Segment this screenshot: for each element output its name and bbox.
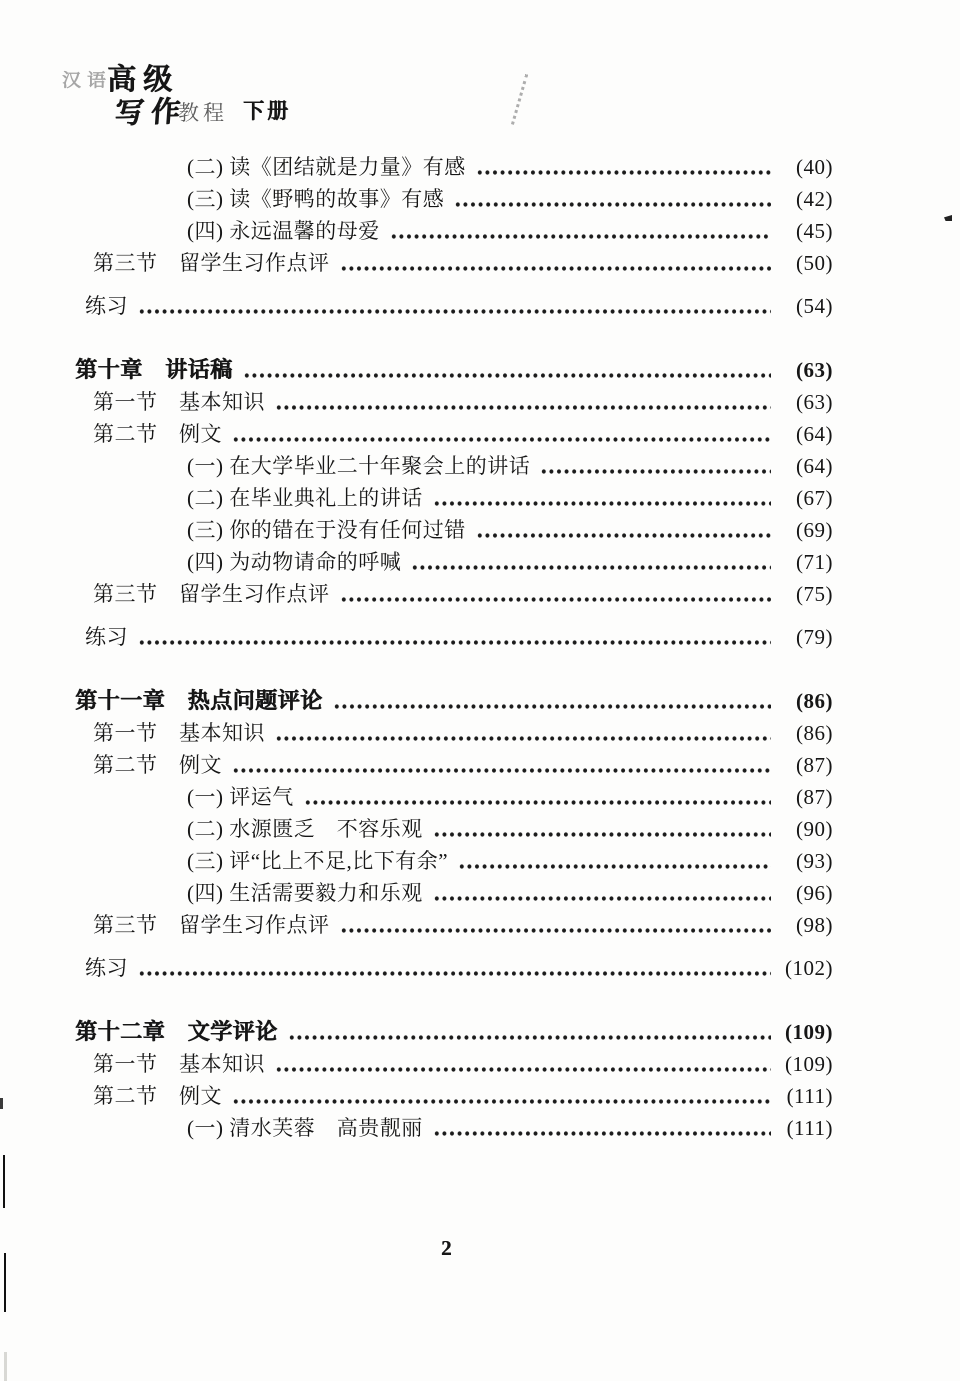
scan-left-edge-line-lower [4,1253,6,1312]
toc-entry [75,749,833,781]
toc-entry-page: (96) [796,881,833,905]
toc-entry [75,1080,833,1112]
toc-entry-page: (90) [796,817,833,841]
toc-entry-label: 第一节 基本知识 [93,721,265,745]
toc-leader-dots [340,578,772,610]
toc-entry-page: (63) [796,390,833,414]
toc-entry-label: 第二节 例文 [93,422,222,446]
toc-entry-label: 练习 [85,625,128,649]
book-brand [0,0,320,140]
toc-entry-label: (三) 读《野鸭的故事》有感 [187,187,445,211]
toc-entry [75,1016,833,1048]
page-number: 2 [441,1236,452,1260]
toc-leader-dots [476,514,771,546]
scan-smudge-artifact [511,74,532,126]
toc-entry-page: (54) [796,294,833,318]
toc-leader-dots [333,685,771,717]
toc-entry-page: (69) [796,518,833,542]
toc-entry-page: (40) [796,155,833,179]
toc-entry [75,952,833,984]
toc-entry-page: (109) [785,1052,833,1076]
toc-entry-label: 第一节 基本知识 [93,390,265,414]
toc-entry-label: (一) 在大学毕业二十年聚会上的讲话 [187,454,531,478]
toc-entry-page: (50) [796,251,833,275]
toc-leader-dots [232,418,771,450]
toc-entry-label: 练习 [85,956,128,980]
toc-leader-dots [243,354,771,386]
toc-entry-label: 第一节 基本知识 [93,1052,265,1076]
toc-entry-label: 第二节 例文 [93,1084,222,1108]
toc-entry [75,183,833,215]
toc-leader-dots [275,386,771,418]
toc-entry-page: (86) [796,721,833,745]
toc-entry [75,1048,833,1080]
toc-leader-dots [288,1016,771,1048]
toc-entry-label: (一) 清水芙蓉 高贵靓丽 [187,1116,423,1140]
toc-entry [75,1112,833,1144]
toc-leader-dots [304,781,771,813]
toc-entry-page: (87) [796,753,833,777]
toc-entry-label: (二) 读《团结就是力量》有感 [187,155,466,179]
toc-entry-label: 第二节 例文 [93,753,222,777]
toc-entry-page: (87) [796,785,833,809]
toc-leader-dots [458,845,771,877]
toc-entry [75,386,833,418]
toc-leader-dots [275,717,771,749]
toc-leader-dots [540,450,771,482]
toc-leader-dots [232,749,771,781]
toc-entry [75,418,833,450]
toc-entry [75,450,833,482]
toc-entry [75,578,833,610]
toc-entry-label: 练习 [85,294,128,318]
toc-leader-dots [411,546,771,578]
toc-entry-page: (42) [796,187,833,211]
toc-entry-label: 第三节 留学生习作点评 [93,582,330,606]
toc-entry [75,621,833,653]
toc-entry-label: (四) 为动物请命的呼喊 [187,550,402,574]
toc-leader-dots [275,1048,771,1080]
toc-entry [75,845,833,877]
toc-entry [75,514,833,546]
toc-entry [75,877,833,909]
toc-entry-label: 第十二章 文学评论 [75,1019,278,1044]
scan-left-edge-line-upper [3,1155,5,1208]
toc-entry-label: (四) 永远温馨的母爱 [187,219,380,243]
toc-entry-page: (75) [796,582,833,606]
toc-leader-dots [476,151,771,183]
toc-entry-label: (三) 评“比上不足,比下有余” [187,849,449,873]
toc-entry-page: (102) [785,956,833,980]
toc-leader-dots [454,183,771,215]
toc-entry-label: (二) 在毕业典礼上的讲话 [187,486,423,510]
toc-leader-dots [138,952,771,984]
toc-leader-dots [433,877,771,909]
toc-entry-label: (四) 生活需要毅力和乐观 [187,881,423,905]
brand-hanyu-text: 汉语 [62,71,113,92]
toc-entry [75,781,833,813]
toc-list [75,151,833,1144]
toc-entry-label: 第十一章 热点问题评论 [75,688,323,713]
toc-leader-dots [138,290,771,322]
toc-entry [75,247,833,279]
toc-entry-label: (一) 评运气 [187,785,294,809]
toc-entry [75,813,833,845]
toc-entry-page: (79) [796,625,833,649]
toc-entry [75,215,833,247]
toc-entry-page: (93) [796,849,833,873]
toc-leader-dots [433,482,771,514]
scan-left-edge-tick [0,1098,3,1109]
toc-entry [75,354,833,386]
brand-xiezuo-text: 写作 [113,95,189,131]
toc-entry [75,685,833,717]
scan-right-edge-mark [944,215,952,221]
brand-jiaocheng-text: 教程 [178,101,228,125]
scan-left-edge-line-faint [4,1352,7,1381]
toc-entry-label: (二) 水源匮乏 不容乐观 [187,817,423,841]
toc-leader-dots [232,1080,771,1112]
toc-entry-page: (111) [786,1116,833,1140]
toc-entry-page: (71) [796,550,833,574]
toc-entry-page: (111) [786,1084,833,1108]
toc-leader-dots [340,909,772,941]
toc-entry-label: 第十章 讲话稿 [75,357,233,382]
toc-entry-page: (98) [796,913,833,937]
toc-entry-page: (86) [796,689,833,713]
toc-leader-dots [390,215,771,247]
toc-entry [75,290,833,322]
toc-entry-label: 第三节 留学生习作点评 [93,913,330,937]
toc-entry [75,717,833,749]
toc-leader-dots [138,621,771,653]
toc-leader-dots [433,813,771,845]
toc-entry-page: (64) [796,422,833,446]
toc-entry-page: (64) [796,454,833,478]
toc-entry [75,482,833,514]
toc-entry-page: (63) [796,358,833,382]
toc-entry-label: (三) 你的错在于没有任何过错 [187,518,466,542]
toc-entry [75,151,833,183]
toc-entry [75,909,833,941]
brand-gaoji-text: 高级 [107,64,180,96]
toc-entry [75,546,833,578]
toc-entry-page: (67) [796,486,833,510]
toc-leader-dots [433,1112,771,1144]
toc-entry-label: 第三节 留学生习作点评 [93,251,330,275]
toc-leader-dots [340,247,772,279]
brand-volume-text: 下册 [243,99,291,123]
toc-entry-page: (45) [796,219,833,243]
toc-entry-page: (109) [785,1020,833,1044]
